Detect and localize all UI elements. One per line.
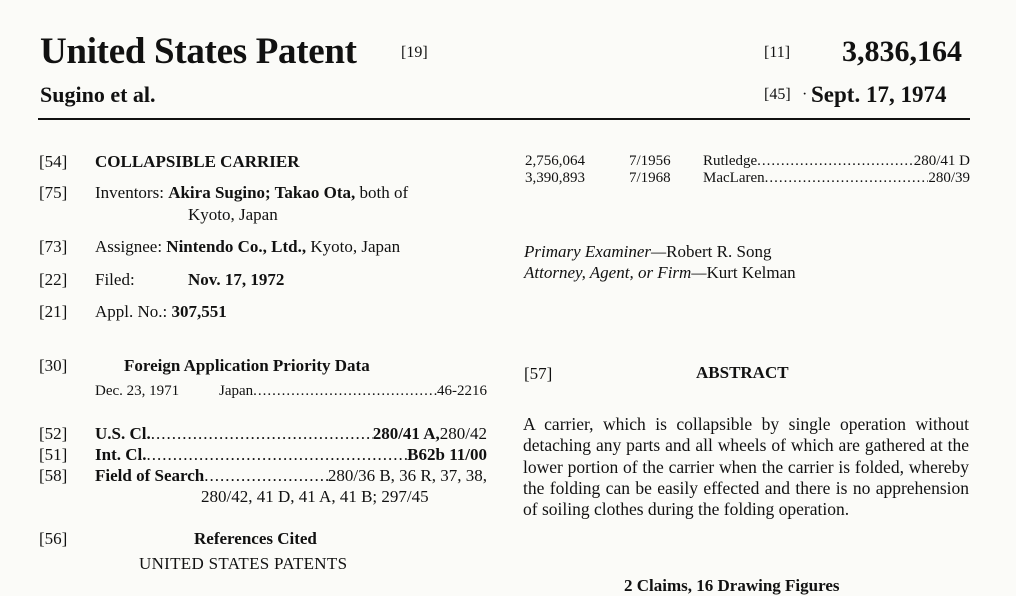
primary-examiner	[524, 242, 771, 262]
int-class-value: B62b 11/00	[407, 445, 487, 464]
us-class-rest: 280/42	[439, 424, 487, 443]
date-separator: ·	[802, 86, 808, 103]
inventors-rest: both of	[355, 183, 409, 202]
patent-date: Sept. 17, 1974	[811, 82, 947, 107]
leader-dots	[151, 424, 373, 444]
field-code-56: [56]	[39, 529, 68, 548]
field-code-75: [75]	[39, 183, 68, 202]
field-code-51: [51]	[39, 445, 68, 464]
leader-dots	[765, 170, 929, 187]
abstract-heading: ABSTRACT	[696, 363, 789, 382]
inventors-location: Kyoto, Japan	[188, 205, 278, 224]
assignee-label: Assignee:	[95, 237, 163, 256]
appl-label: Appl. No.:	[95, 302, 168, 321]
cited-class: 280/41 D	[913, 153, 970, 169]
abstract-text: A carrier, which is collapsible by single operation without detaching any parts and all wheels of which are gathered at the lower portion of the carrier when the carrier is folded, whereby the folding can be easily effected and there is no apprehension of soiling clothes during the folding operation.	[523, 414, 969, 520]
attorney-name: Kurt Kelman	[706, 263, 796, 282]
assignee-location: Kyoto, Japan	[306, 237, 401, 256]
dash: —	[651, 242, 667, 261]
dash: —	[691, 263, 707, 282]
us-class-value: 280/41 A,	[372, 424, 440, 443]
search-value: 280/36 B, 36 R, 37, 38,	[327, 466, 487, 485]
filed-date: Nov. 17, 1972	[188, 270, 285, 289]
inventors-field	[95, 183, 408, 203]
appl-number: 307,551	[171, 302, 227, 321]
cited-name: Rutledge	[703, 153, 758, 169]
patent-title: United States Patent	[40, 31, 357, 72]
field-code-58: [58]	[39, 466, 68, 485]
attorney	[524, 263, 796, 283]
search-value-line2: 280/42, 41 D, 41 A, 41 B; 297/45	[201, 487, 429, 506]
priority-date: Dec. 23, 1971	[95, 383, 180, 399]
cited-patents-list	[525, 153, 970, 187]
field-code-30: [30]	[39, 356, 68, 375]
field-code-52: [52]	[39, 424, 68, 443]
foreign-priority-entry	[95, 383, 487, 400]
authors: Sugino et al.	[40, 82, 156, 107]
cited-number: 3,390,893	[525, 170, 585, 186]
attorney-label: Attorney, Agent, or Firm	[524, 263, 692, 282]
date-tag: [45]	[764, 86, 791, 103]
int-class-label: Int. Cl.	[95, 445, 147, 464]
patent-number: 3,836,164	[842, 35, 962, 68]
references-subheading: UNITED STATES PATENTS	[139, 554, 348, 573]
cited-class: 280/39	[928, 170, 970, 186]
assignee-field	[95, 237, 400, 257]
search-label: Field of Search	[95, 466, 205, 485]
cited-date: 7/1968	[629, 170, 671, 186]
inventors-names: Akira Sugino; Takao Ota,	[168, 183, 356, 202]
filed-label: Filed:	[95, 270, 135, 289]
us-class-field	[95, 424, 487, 444]
patent-number-tag: [11]	[764, 44, 791, 61]
field-code-54: [54]	[39, 152, 68, 171]
leader-dots	[204, 466, 328, 486]
priority-country: Japan	[219, 383, 254, 399]
cited-name: MacLaren	[703, 170, 765, 186]
search-field	[95, 466, 487, 486]
examiner-label: Primary Examiner	[524, 242, 652, 261]
claims-summary: 2 Claims, 16 Drawing Figures	[624, 576, 840, 595]
field-code-22: [22]	[39, 270, 68, 289]
leader-dots	[146, 445, 407, 465]
us-class-label: U.S. Cl.	[95, 424, 151, 443]
leader-dots	[757, 153, 914, 170]
leader-dots	[253, 383, 437, 400]
cited-patent-row	[525, 153, 970, 170]
priority-number: 46-2216	[437, 383, 487, 399]
header-rule	[38, 118, 970, 120]
inventors-label: Inventors:	[95, 183, 164, 202]
field-code-73: [73]	[39, 237, 68, 256]
cited-number: 2,756,064	[525, 153, 585, 169]
references-heading: References Cited	[194, 529, 317, 548]
title-tag: [19]	[401, 44, 428, 61]
foreign-priority-heading: Foreign Application Priority Data	[124, 356, 370, 375]
examiner-name: Robert R. Song	[666, 242, 772, 261]
int-class-field	[95, 445, 487, 465]
field-code-57: [57]	[524, 364, 553, 383]
cited-date: 7/1956	[629, 153, 671, 169]
cited-patent-row	[525, 170, 970, 187]
invention-title: COLLAPSIBLE CARRIER	[95, 152, 300, 171]
appl-field	[95, 302, 227, 322]
field-code-21: [21]	[39, 302, 68, 321]
assignee-name: Nintendo Co., Ltd.,	[166, 237, 307, 256]
